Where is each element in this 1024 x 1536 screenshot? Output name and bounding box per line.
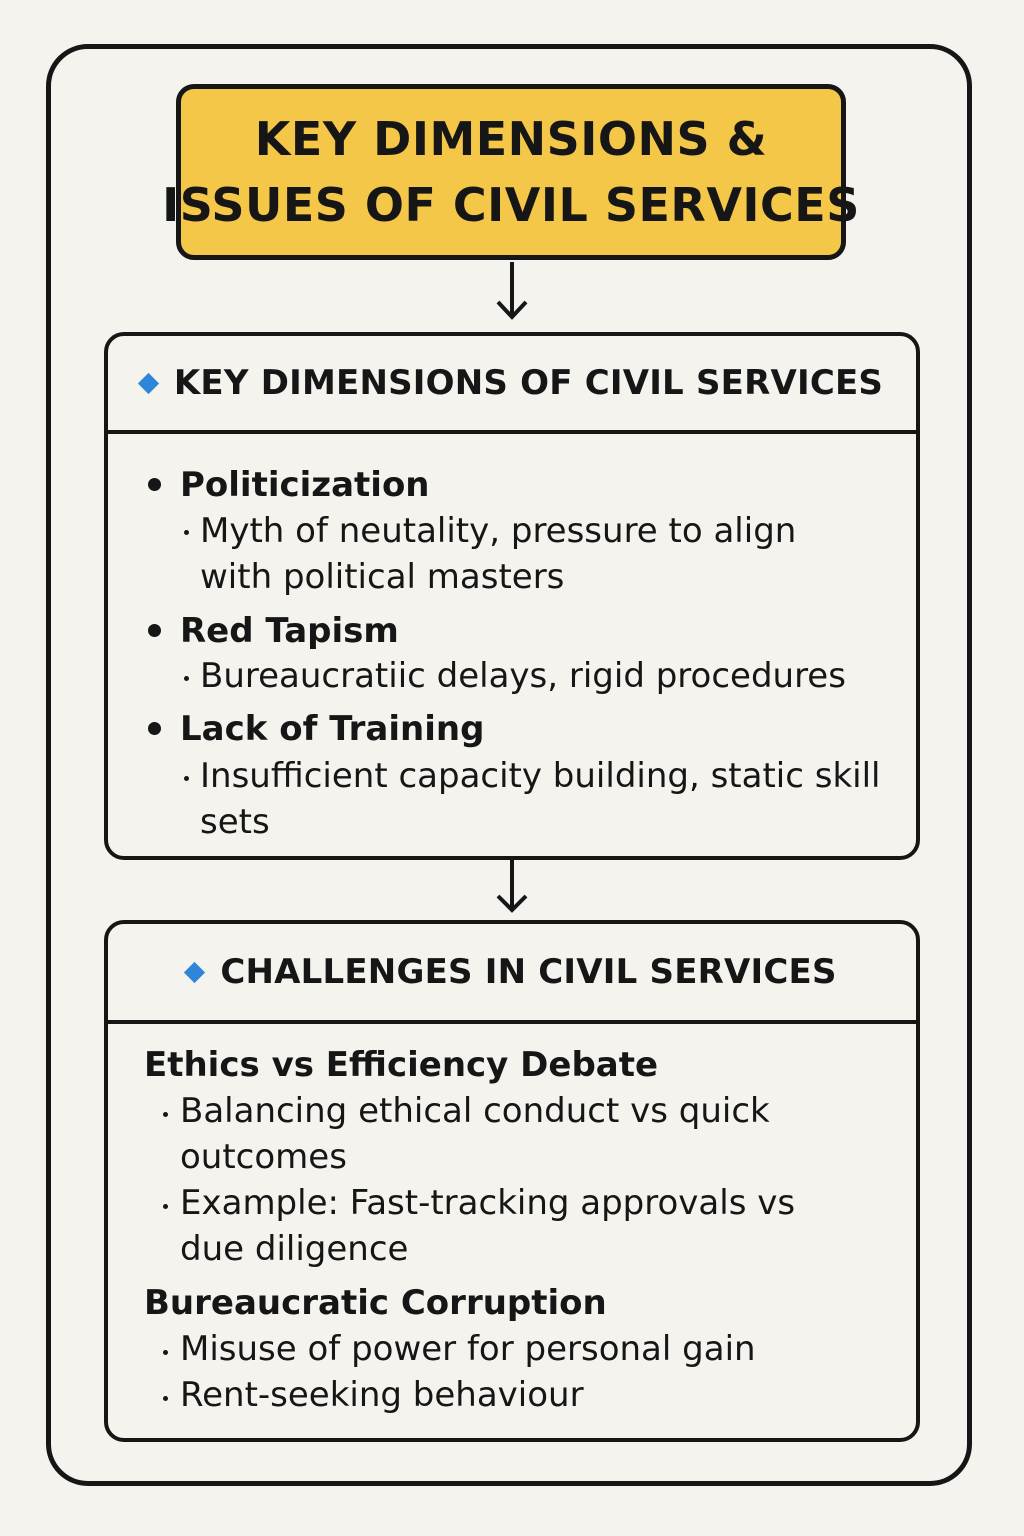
sub-bullet-icon (163, 1112, 168, 1117)
bullet-icon (148, 478, 161, 491)
diamond-icon (138, 372, 159, 393)
title-line-1: KEY DIMENSIONS & (254, 112, 768, 166)
challenges-heading: CHALLENGES IN CIVIL SERVICES (220, 952, 837, 992)
key-dimensions-panel (104, 332, 920, 860)
challenge-point-line: Misuse of power for personal gain (180, 1329, 756, 1369)
down-arrow-icon (494, 260, 530, 322)
down-arrow-icon (494, 858, 530, 920)
sub-bullet-icon (184, 676, 189, 681)
challenge-point-line: due diligence (180, 1229, 409, 1269)
dimension-title-politicization: Politicization (180, 465, 430, 505)
challenge-point-line: Balancing ethical conduct vs quick (180, 1091, 770, 1131)
challenges-panel (104, 920, 920, 1442)
diamond-icon (184, 961, 205, 982)
title-line-2: ISSUES OF CIVIL SERVICES (162, 178, 860, 232)
sub-bullet-icon (163, 1204, 168, 1209)
challenge-point-line: outcomes (180, 1137, 347, 1177)
bullet-icon (148, 624, 161, 637)
challenge-title-ethics-vs-efficiency: Ethics vs Efficiency Debate (144, 1045, 659, 1085)
bullet-icon (148, 722, 161, 735)
dimension-title-lack-of-training: Lack of Training (180, 709, 485, 749)
dimension-detail-line: Bureaucratiic delays, rigid procedures (200, 656, 846, 696)
sub-bullet-icon (184, 530, 189, 535)
title-box (162, 84, 860, 260)
sub-bullet-icon (163, 1396, 168, 1401)
challenge-point-line: Rent-seeking behaviour (180, 1375, 584, 1415)
challenge-point-line: Example: Fast-tracking approvals vs (180, 1183, 796, 1223)
dimension-detail-line: sets (200, 802, 270, 842)
dimension-detail-line: Myth of neutality, pressure to align (200, 511, 797, 551)
key-dimensions-heading: KEY DIMENSIONS OF CIVIL SERVICES (173, 363, 884, 403)
sub-bullet-icon (184, 776, 189, 781)
dimension-detail-line: Insufficient capacity building, static skill (200, 756, 881, 796)
challenge-title-bureaucratic-corruption: Bureaucratic Corruption (144, 1283, 607, 1323)
challenges-header (108, 924, 916, 1024)
dimension-title-red-tapism: Red Tapism (180, 611, 399, 651)
sub-bullet-icon (163, 1350, 168, 1355)
key-dimensions-header (108, 336, 916, 434)
dimension-detail-line: with political masters (200, 557, 565, 597)
